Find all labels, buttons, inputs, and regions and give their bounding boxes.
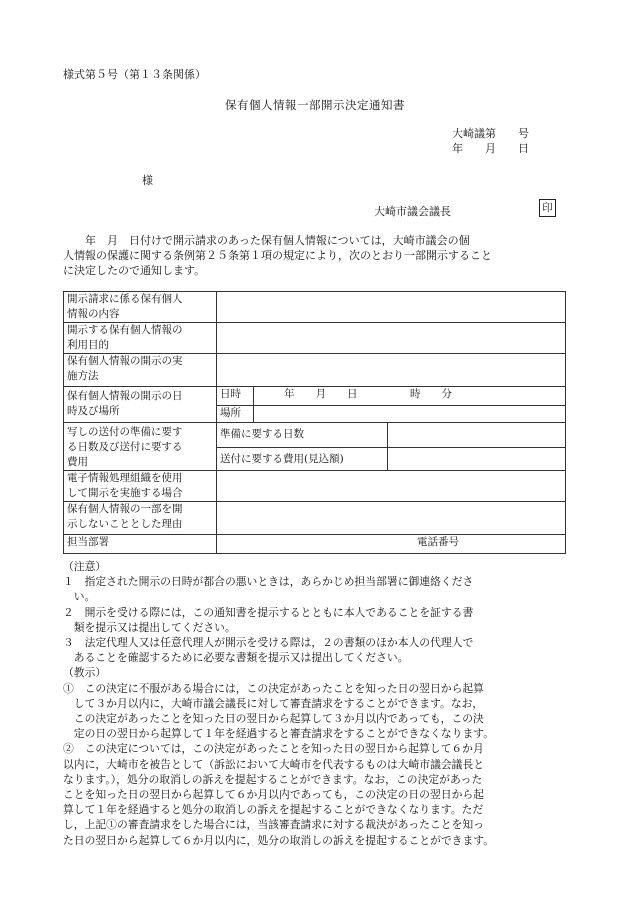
row-label-copy-cost: 写しの送付の準備に要す る日数及び送付に要する 費用 xyxy=(64,423,217,471)
instruction-line: ① この決定に不服がある場合には，この決定があったことを知った日の翌日から起算 xyxy=(63,681,484,695)
purpose-field[interactable] xyxy=(217,323,566,354)
addressee: 様 xyxy=(142,174,153,187)
sender: 大崎市議会議長 xyxy=(374,205,451,218)
copy-cost-cell xyxy=(217,423,566,471)
notes-heading: （注意） xyxy=(63,560,107,573)
instruction-line: 算して１年を経過すると処分の取消しの訴えを提起することができなくなります。ただ xyxy=(63,803,484,817)
place-label: 場所 xyxy=(217,405,254,422)
reason-field[interactable] xyxy=(217,502,566,535)
row-label-purpose: 開示する保有個人情報の 利用目的 xyxy=(64,323,217,354)
document-number: 大崎議第 号 xyxy=(452,127,529,140)
cost-field[interactable] xyxy=(388,447,566,470)
row-label-datetime-place: 保有個人情報の開示の日 時及び場所 xyxy=(64,387,217,423)
phone-label: 電話番号 xyxy=(217,535,566,554)
instruction-line: なります。），処分の取消しの訴えを提起することができます。なお，この決定があった xyxy=(63,772,483,786)
intro-line: 人情報の保護に関する条例第２５条第１項の規定により，次のとおり一部開示すること xyxy=(63,249,492,262)
datetime-label: 日時 xyxy=(217,387,254,405)
note-item: あることを確認するために必要な書類を提示又は提出してください。 xyxy=(63,651,409,665)
datetime-place-cell xyxy=(217,387,566,423)
intro-line: に決定したので通知します。 xyxy=(63,264,206,277)
row-label-electronic: 電子情報処理組織を使用 して開示を実施する場合 xyxy=(64,471,217,502)
seal-box: 印 xyxy=(539,199,556,217)
instruction-line: ことを知った日の翌日から起算して６か月以内であっても，この決定の日の翌日から起 xyxy=(63,788,484,802)
row-label-content: 開示請求に係る保有個人 情報の内容 xyxy=(64,292,217,323)
form-number: 様式第５号（第１３条関係） xyxy=(63,68,206,81)
cost-label: 送付に要する費用(見込額) xyxy=(217,447,388,470)
notes-section xyxy=(63,559,578,848)
instruction-line: し，上記①の審査請求をした場合には，当該審査請求に対する裁決があったことを知っ xyxy=(63,818,484,832)
note-item: 類を提示又は提出してください。 xyxy=(63,620,236,634)
instruction-line: この決定があったことを知った日の翌日から起算して３か月以内であっても，この決 xyxy=(63,712,484,726)
datetime-field[interactable]: 年 月 日 時 分 xyxy=(254,387,566,405)
intro-line: 年 月 日付けで開示請求のあった保有個人情報については，大崎市議会の個 xyxy=(63,234,470,247)
disclosure-table xyxy=(63,291,566,554)
method-field[interactable] xyxy=(217,354,566,387)
content-field[interactable] xyxy=(217,292,566,323)
note-item: ２ 開示を受ける際には，この通知書を提示するとともに本人であることを証する書 xyxy=(63,605,474,619)
instruction-line: ② この決定については，この決定があったことを知った日の翌日から起算して６か月 xyxy=(63,742,484,756)
instruction-line: た日の翌日から起算して６か月以内に，処分の取消しの訴えを提起することができます。 xyxy=(63,833,495,847)
note-item: ３ 法定代理人又は任意代理人が開示を受ける際は，２の書類のほか本人の代理人で xyxy=(63,636,474,650)
instructions-heading: （教示） xyxy=(63,666,107,680)
row-label-method: 保有個人情報の開示の実 施方法 xyxy=(64,354,217,387)
prep-days-label: 準備に要する日数 xyxy=(217,423,388,447)
instruction-line: して３か月以内に，大崎市議会議長に対して審査請求をすることができます。なお， xyxy=(63,696,484,710)
note-item: １ 指定された開示の日時が都合の悪いときは，あらかじめ担当部署に御連絡くださ xyxy=(63,575,474,589)
instruction-line: 定の日の翌日から起算して１年を経過すると審査請求をすることができなくなります。 xyxy=(63,727,495,741)
row-label-reason: 保有個人情報の一部を開 示しないこととした理由 xyxy=(64,502,217,535)
place-field[interactable] xyxy=(254,405,566,422)
prep-days-field[interactable] xyxy=(388,423,566,447)
intro-paragraph xyxy=(63,233,583,278)
document-title: 保有個人情報一部開示決定通知書 xyxy=(225,98,405,112)
instruction-line: 以内に，大崎市を被告として（訴訟において大崎市を代表するものは大崎市議会議長と xyxy=(63,757,485,771)
row-label-department: 担当部署 xyxy=(64,535,217,554)
electronic-field[interactable] xyxy=(217,471,566,502)
note-item: い。 xyxy=(63,590,96,604)
document-date: 年 月 日 xyxy=(452,142,529,155)
